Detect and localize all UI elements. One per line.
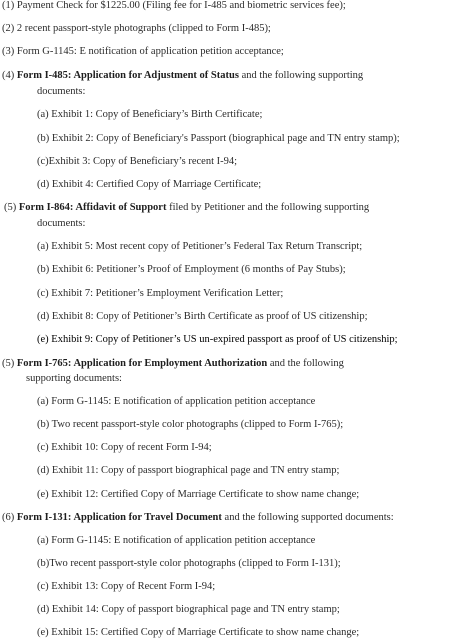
item-5b-exhibit-6: (b) Exhibit 6: Petitioner’s Proof of Employment (6 months of Pay Stubs); [37,264,346,275]
item-1-payment-check: (1) Payment Check for $1225.00 (Filing fee for I-485 and biometric services fee); [2,0,346,11]
item-i765-b-photographs: (b) Two recent passport-style color photographs (clipped to Form I-765); [37,419,344,430]
item-5c-exhibit-7: (c) Exhibit 7: Petitioner’s Employment Verification Letter; [37,288,284,299]
item-number: (6) [2,512,17,523]
item-5-documents-label: documents: [37,218,86,229]
form-title: Form I-131: Application for Travel Document [16,512,222,523]
item-i765-d-exhibit-11: (d) Exhibit 11: Copy of passport biographical page and TN entry stamp; [37,465,340,476]
item-5e-exhibit-9: (e) Exhibit 9: Copy of Petitioner’s US un-expired passport as proof of US citizenship; [37,334,398,345]
item-4b-exhibit-2: (b) Exhibit 2: Copy of Beneficiary's Passport (biographical page and TN entry stamp); [37,133,400,144]
item-i765-c-exhibit-10: (c) Exhibit 10: Copy of recent Form I-94; [37,442,212,453]
item-4d-exhibit-4: (d) Exhibit 4: Certified Copy of Marriage Certificate; [37,179,262,190]
item-i131-c-exhibit-13: (c) Exhibit 13: Copy of Recent Form I-94; [37,581,216,592]
item-5-form-i765-heading [2,357,344,370]
item-i131-d-exhibit-14: (d) Exhibit 14: Copy of passport biographical page and TN entry stamp; [37,604,340,615]
item-number: (5) [4,202,19,213]
item-4-documents-label: documents: [37,86,86,97]
item-i131-b-photographs: (b)Two recent passport-style color photographs (clipped to Form I-131); [37,558,341,569]
item-number: (5) [2,358,17,369]
item-3-form-g1145: (3) Form G-1145: E notification of application petition acceptance; [2,46,284,57]
item-5a-exhibit-5: (a) Exhibit 5: Most recent copy of Petitioner’s Federal Tax Return Transcript; [37,241,363,252]
item-2-photographs: (2) 2 recent passport-style photographs (clipped to Form I-485); [2,23,271,34]
item-4-form-i485-heading [2,69,363,82]
item-6-form-i131-heading [2,511,394,524]
item-4a-exhibit-1: (a) Exhibit 1: Copy of Beneficiary’s Birth Certificate; [37,109,263,120]
heading-suffix: and the following [267,358,344,369]
item-5-form-i864-heading [4,201,369,214]
item-i131-e-exhibit-15: (e) Exhibit 15: Certified Copy of Marriage Certificate to show name change; [37,627,360,638]
form-title: Form I-864: Affidavit of Support [18,202,167,213]
item-i765-a-form-g1145: (a) Form G-1145: E notification of application petition acceptance [37,396,316,407]
item-i765-documents-label: supporting documents: [26,373,122,384]
item-4c-exhibit-3: (c)Exhibit 3: Copy of Beneficiary’s recent I-94; [37,156,238,167]
heading-suffix: filed by Petitioner and the following supporting [166,202,370,213]
heading-suffix: and the following supporting [238,70,364,81]
form-title: Form I-485: Application for Adjustment of Status [16,70,239,81]
item-i131-a-form-g1145: (a) Form G-1145: E notification of application petition acceptance [37,535,316,546]
item-5d-exhibit-8: (d) Exhibit 8: Copy of Petitioner’s Birth Certificate as proof of US citizenship; [37,311,368,322]
item-i765-e-exhibit-12: (e) Exhibit 12: Certified Copy of Marriage Certificate to show name change; [37,489,360,500]
form-title: Form I-765: Application for Employment Authorization [16,358,268,369]
heading-suffix: and the following supported documents: [221,512,394,523]
item-number: (4) [2,70,17,81]
